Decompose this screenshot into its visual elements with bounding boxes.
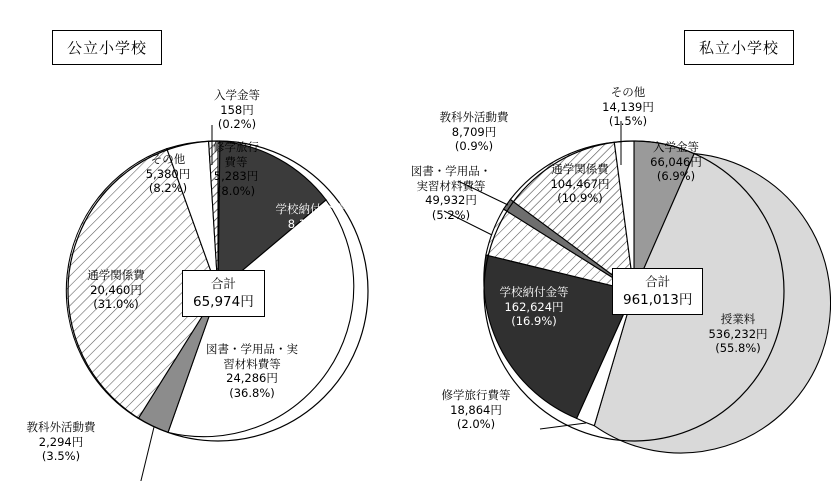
- panel-title-private: 私立小学校: [684, 30, 794, 65]
- label-private-tsugaku: 通学関係費 104,467円 (10.9%): [550, 162, 610, 206]
- label-private-sonota: その他 14,139円 (1.5%): [602, 85, 654, 129]
- label-private-tosho: 図書・学用品・ 実習材料費等 49,932円 (5.2%): [410, 164, 492, 223]
- label-public-tosho: 図書・学用品・実 習材料費等 24,286円 (36.8%): [206, 342, 298, 401]
- label-public-nofukin: 学校納付金等 8,113円 (12.3%): [275, 202, 345, 246]
- leader-line-public-kyokagai: [122, 427, 154, 481]
- center-total-label-private: 合計: [645, 274, 671, 289]
- leader-line-private-shugakuryoko: [540, 423, 586, 429]
- center-total-public: [182, 270, 265, 317]
- center-total-value-private: 961,013円: [623, 291, 693, 308]
- label-public-nyugakukin: 入学金等 158円 (0.2%): [214, 88, 260, 132]
- label-private-nyugakukin: 入学金等 66,046円 (6.9%): [650, 140, 702, 184]
- label-public-shugakuryoko: 修学旅行 費等 5,283円 (8.0%): [213, 140, 259, 199]
- center-total-value-public: 65,974円: [193, 293, 254, 310]
- label-public-tsugaku: 通学関係費 20,460円 (31.0%): [87, 268, 145, 312]
- center-total-label-public: 合計: [210, 276, 236, 291]
- panel-title-public: 公立小学校: [52, 30, 162, 65]
- label-public-sonota: その他 5,380円 (8.2%): [145, 152, 191, 196]
- center-total-private: [612, 268, 703, 315]
- label-private-kyokagai: 教科外活動費 8,709円 (0.9%): [439, 110, 509, 154]
- label-private-nofukin: 学校納付金等 162,624円 (16.9%): [499, 285, 569, 329]
- label-private-shugakuryoko: 修学旅行費等 18,864円 (2.0%): [441, 388, 511, 432]
- label-public-kyokagai: 教科外活動費 2,294円 (3.5%): [26, 420, 96, 464]
- label-private-jugyoryo: 授業料 536,232円 (55.8%): [708, 312, 768, 356]
